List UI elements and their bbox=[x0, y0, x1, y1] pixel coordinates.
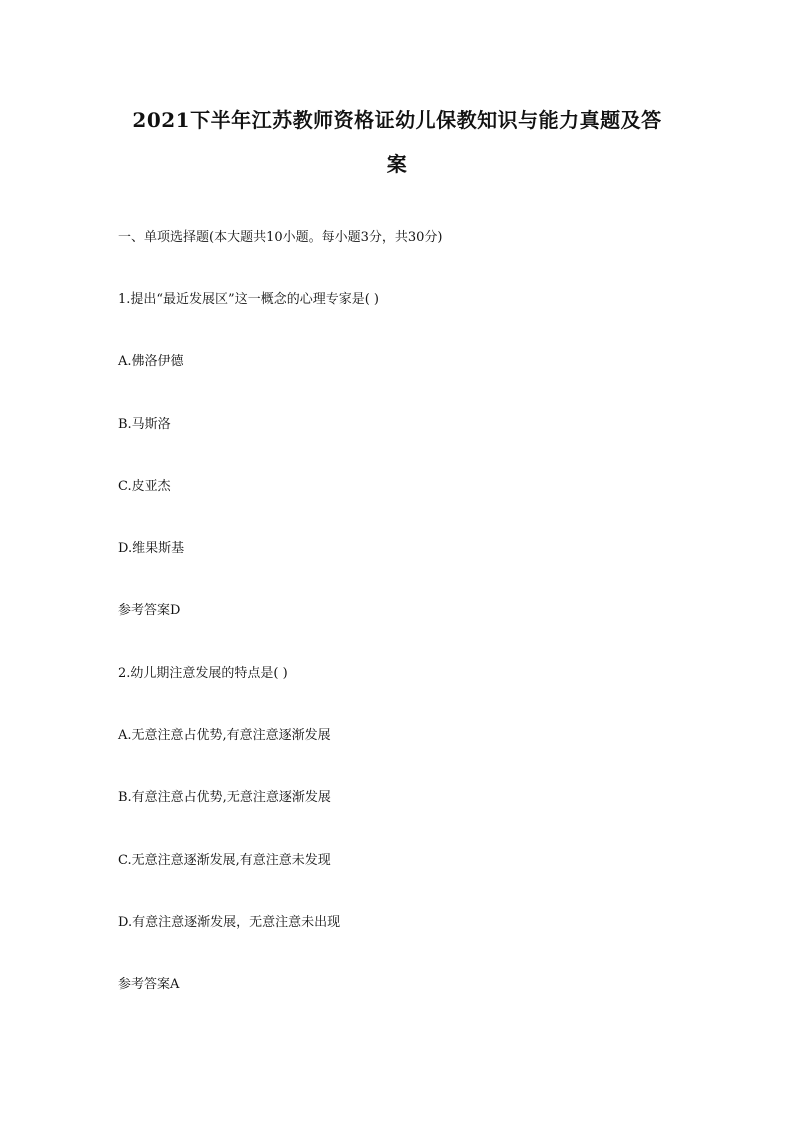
question-1-option-a: A.佛洛伊德 bbox=[118, 354, 184, 369]
document-title-line1: 2021下半年江苏教师资格证幼儿保教知识与能力真题及答 bbox=[132, 108, 662, 132]
question-1-option-c: C.皮亚杰 bbox=[118, 479, 171, 494]
section-heading: 一、单项选择题(本大题共10小题。每小题3分，共30分) bbox=[118, 230, 443, 245]
question-2-option-a: A.无意注意占优势,有意注意逐渐发展 bbox=[118, 728, 331, 743]
question-1-answer: 参考答案D bbox=[118, 603, 181, 618]
document-title-line2: 案 bbox=[386, 152, 408, 176]
question-1-option-b: B.马斯洛 bbox=[118, 417, 171, 432]
question-1-stem: 1.提出“最近发展区”这一概念的心理专家是( ) bbox=[118, 292, 379, 307]
question-1-option-d: D.维果斯基 bbox=[118, 541, 185, 556]
question-2-option-d: D.有意注意逐渐发展，无意注意未出现 bbox=[118, 915, 341, 930]
question-2-option-c: C.无意注意逐渐发展,有意注意未发现 bbox=[118, 853, 331, 868]
question-2-option-b: B.有意注意占优势,无意注意逐渐发展 bbox=[118, 790, 331, 805]
question-2-stem: 2.幼儿期注意发展的特点是( ) bbox=[118, 666, 288, 681]
question-2-answer: 参考答案A bbox=[118, 977, 180, 992]
